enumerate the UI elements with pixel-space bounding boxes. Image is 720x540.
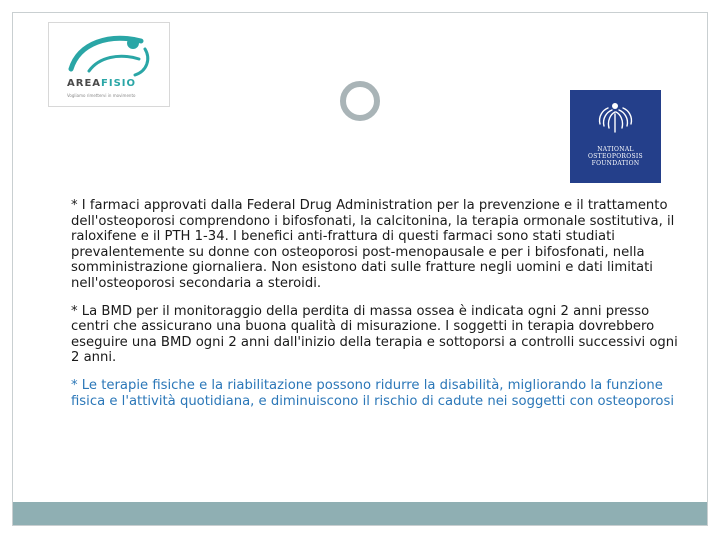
areafisio-tagline: Vogliamo rimettervi in movimento (67, 93, 136, 98)
body-text (71, 198, 683, 421)
areafisio-wordmark: AREAFISIO (67, 78, 136, 89)
nof-logo (570, 90, 661, 183)
nof-wordmark: NATIONAL OSTEOPOROSIS FOUNDATION (588, 146, 643, 167)
decorative-ring-icon (331, 72, 389, 130)
areafisio-logo (48, 22, 170, 107)
paragraph-approved-drugs: * I farmaci approvati dalla Federal Drug Administration per la prevenzione e il trattamento dell'osteoporosi comprendono i bifosfonati, la calcitonina, la terapia ormonale sostitutiva, il raloxifene e il PTH 1-34. I benefici anti-frattura di questi farmaci sono stati studiati prevalentemente su donne con osteoporosi post-menopausale e per i bifosfonati, nella somministrazione giornaliera. Non esistono dati sulle fratture negli uomini e dati limitati nell'osteoporosi secondaria a steroidi. (71, 198, 675, 291)
paragraph-bmd-monitoring: * La BMD per il monitoraggio della perdita di massa ossea è indicata ogni 2 anni presso centri che assicurano una buona qualità di misurazione. I soggetti in terapia dovrebbero eseguire una BMD ogni 2 anni dall'inizio della terapia e sottoporsi a controlli successivi ogni 2 anni. (71, 303, 678, 366)
paragraph-physical-therapy: * Le terapie fisiche e la riabilitazione possono ridurre la disabilità, migliorando la funzione fisica e l'attività quotidiana, e diminuiscono il rischio di cadute nei soggetti con osteoporosi (71, 377, 674, 409)
footer-bar (13, 502, 707, 525)
nof-emblem-icon (570, 90, 661, 146)
